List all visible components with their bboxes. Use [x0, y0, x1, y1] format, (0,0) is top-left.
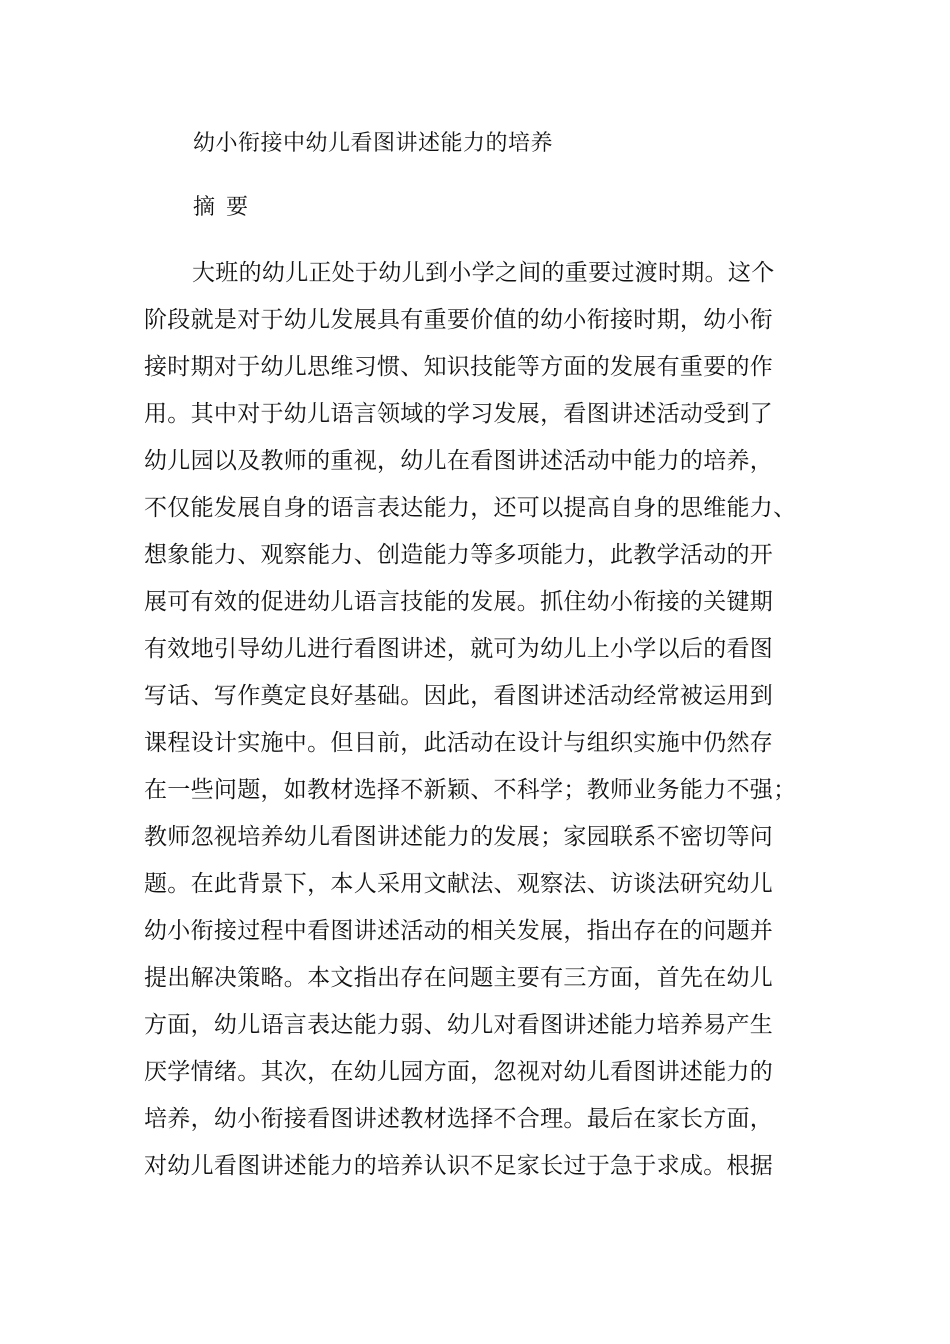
abstract-line: 不仅能发展自身的语言表达能力，还可以提高自身的思维能力、: [144, 495, 797, 521]
abstract-heading: 摘 要: [193, 195, 250, 220]
abstract-line: 大班的幼儿正处于幼儿到小学之间的重要过渡时期。这个: [192, 260, 775, 286]
document-title: 幼小衔接中幼儿看图讲述能力的培养: [193, 131, 554, 156]
abstract-line: 培养，幼小衔接看图讲述教材选择不合理。最后在家长方面，: [144, 1106, 774, 1132]
abstract-line: 厌学情绪。其次，在幼儿园方面，忽视对幼儿看图讲述能力的: [144, 1059, 774, 1085]
abstract-line: 教师忽视培养幼儿看图讲述能力的发展；家园联系不密切等问: [144, 824, 774, 850]
abstract-line: 幼儿园以及教师的重视，幼儿在看图讲述活动中能力的培养，: [144, 448, 774, 474]
abstract-line: 用。其中对于幼儿语言领域的学习发展，看图讲述活动受到了: [144, 401, 774, 427]
abstract-line: 阶段就是对于幼儿发展具有重要价值的幼小衔接时期，幼小衔: [144, 307, 774, 333]
abstract-line: 展可有效的促进幼儿语言技能的发展。抓住幼小衔接的关键期: [144, 589, 774, 615]
abstract-line: 想象能力、观察能力、创造能力等多项能力，此教学活动的开: [144, 542, 774, 568]
abstract-line: 方面，幼儿语言表达能力弱、幼儿对看图讲述能力培养易产生: [144, 1012, 774, 1038]
abstract-line: 对幼儿看图讲述能力的培养认识不足家长过于急于求成。根据: [144, 1153, 774, 1179]
abstract-line: 提出解决策略。本文指出存在问题主要有三方面，首先在幼儿: [144, 965, 774, 991]
abstract-line: 写话、写作奠定良好基础。因此，看图讲述活动经常被运用到: [144, 683, 774, 709]
abstract-line: 在一些问题，如教材选择不新颖、不科学；教师业务能力不强；: [144, 777, 797, 803]
abstract-line: 有效地引导幼儿进行看图讲述，就可为幼儿上小学以后的看图: [144, 636, 774, 662]
abstract-line: 题。在此背景下，本人采用文献法、观察法、访谈法研究幼儿: [144, 871, 774, 897]
abstract-line: 课程设计实施中。但目前，此活动在设计与组织实施中仍然存: [144, 730, 774, 756]
abstract-body: [144, 250, 806, 1190]
abstract-line: 接时期对于幼儿思维习惯、知识技能等方面的发展有重要的作: [144, 354, 774, 380]
abstract-line: 幼小衔接过程中看图讲述活动的相关发展，指出存在的问题并: [144, 918, 774, 944]
